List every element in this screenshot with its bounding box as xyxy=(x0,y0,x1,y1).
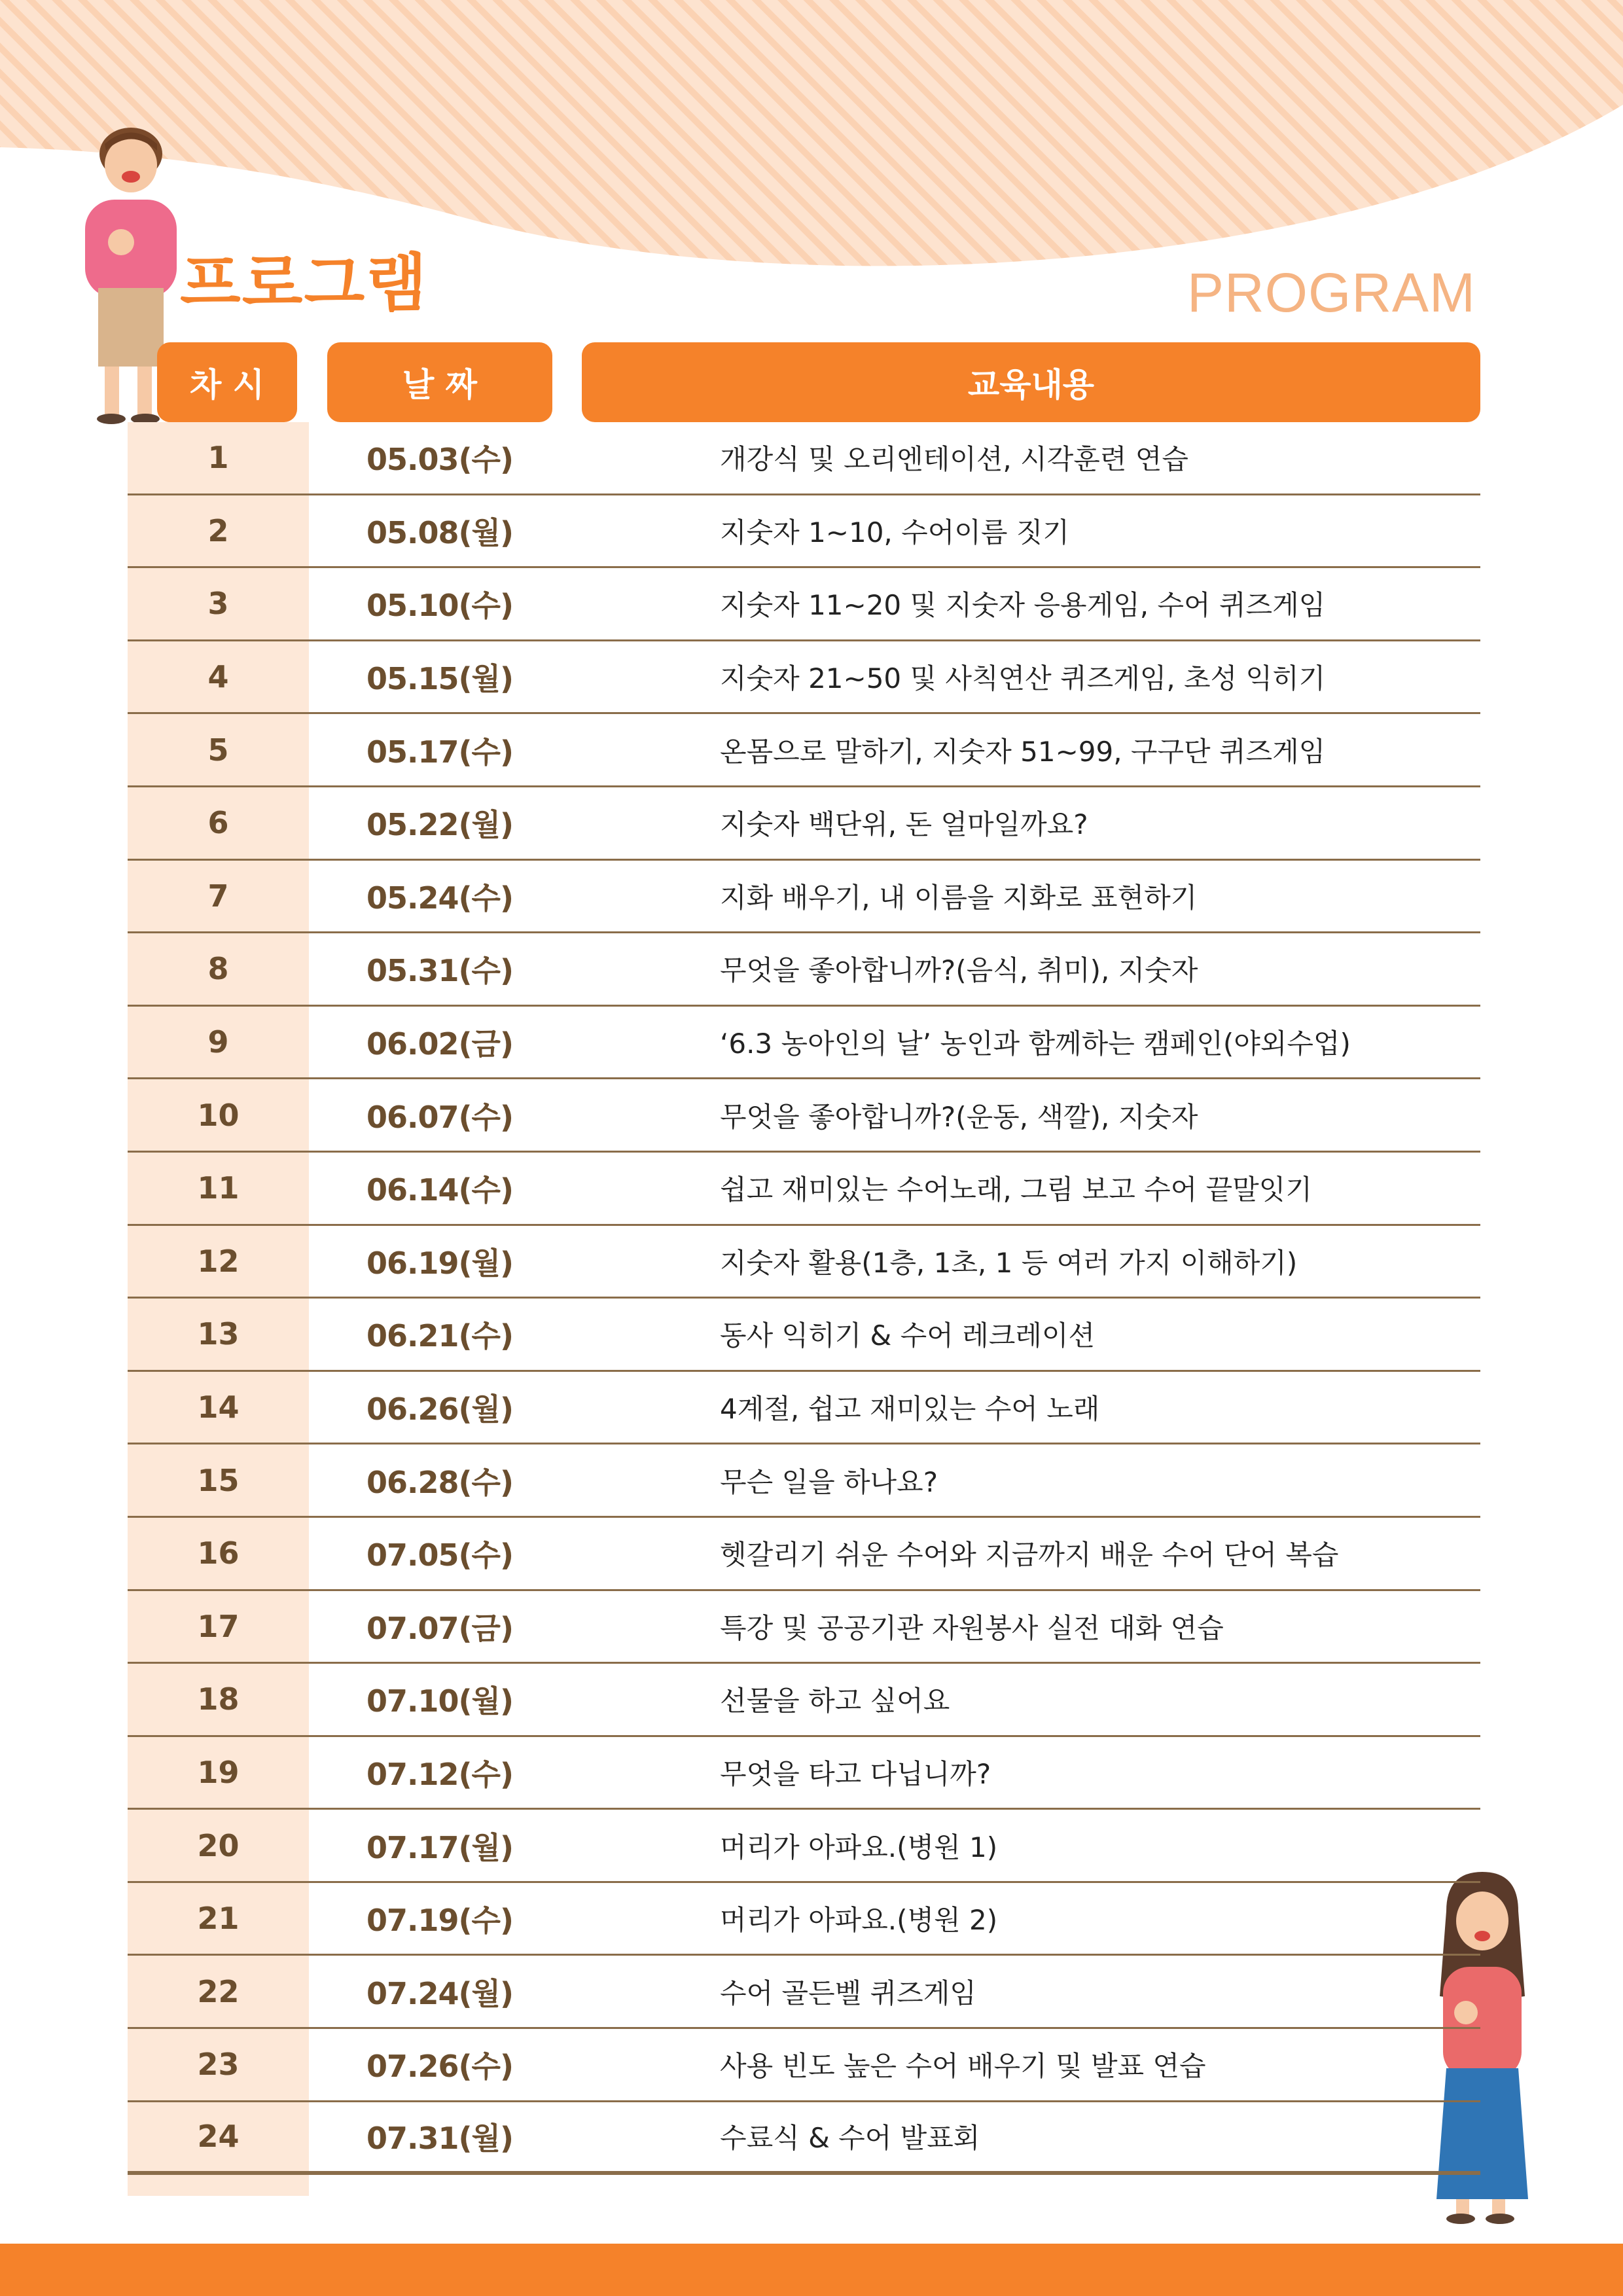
session-date: 07.31(월) xyxy=(366,2121,513,2157)
session-date: 06.07(수) xyxy=(366,1099,513,1135)
session-content: 머리가 아파요.(병원 1) xyxy=(720,1831,998,1863)
bottom-bar xyxy=(0,2244,1623,2296)
session-date: 07.10(월) xyxy=(366,1683,513,1719)
table-row xyxy=(128,1153,1480,1226)
page-title: 프로그램 xyxy=(180,247,428,320)
session-number: 13 xyxy=(197,1316,240,1352)
session-date: 07.19(수) xyxy=(366,1903,513,1939)
session-number: 8 xyxy=(207,951,229,987)
table-row xyxy=(128,787,1480,861)
session-content: 사용 빈도 높은 수어 배우기 및 발표 연습 xyxy=(720,2050,1206,2083)
session-date: 07.12(수) xyxy=(366,1756,513,1792)
table-row xyxy=(128,641,1480,715)
session-date: 07.05(수) xyxy=(366,1537,513,1573)
session-number: 11 xyxy=(197,1170,240,1206)
table-row xyxy=(128,861,1480,934)
session-content: 지숫자 활용(1층, 1초, 1 등 여러 가지 이해하기) xyxy=(720,1246,1298,1279)
session-number: 14 xyxy=(197,1390,240,1426)
session-content: 지숫자 1~10, 수어이름 짓기 xyxy=(720,516,1069,548)
header-content: 교육내용 xyxy=(582,342,1480,422)
table-row xyxy=(128,1810,1480,1883)
session-number: 7 xyxy=(207,878,229,914)
table-row xyxy=(128,422,1480,495)
session-number: 20 xyxy=(197,1827,240,1863)
session-date: 07.26(수) xyxy=(366,2049,513,2085)
session-content: 무슨 일을 하나요? xyxy=(720,1465,938,1498)
session-number: 5 xyxy=(207,732,229,768)
session-number: 3 xyxy=(207,586,229,622)
table-row xyxy=(128,933,1480,1007)
session-content: 개강식 및 오리엔테이션, 시각훈련 연습 xyxy=(720,443,1188,476)
program-table xyxy=(128,422,1480,2175)
session-date: 05.22(월) xyxy=(366,807,513,843)
session-number: 24 xyxy=(197,2119,240,2155)
session-date: 06.14(수) xyxy=(366,1172,513,1208)
session-number: 1 xyxy=(207,440,229,476)
table-row xyxy=(128,1737,1480,1810)
session-date: 05.24(수) xyxy=(366,880,513,916)
session-date: 05.17(수) xyxy=(366,734,513,770)
session-number: 19 xyxy=(197,1754,240,1790)
table-row xyxy=(128,1007,1480,1080)
session-number: 16 xyxy=(197,1535,240,1571)
session-date: 07.07(금) xyxy=(366,1610,513,1646)
session-date: 07.17(월) xyxy=(366,1829,513,1865)
session-content: 헷갈리기 쉬운 수어와 지금까지 배운 수어 단어 복습 xyxy=(720,1539,1339,1571)
session-number: 18 xyxy=(197,1681,240,1717)
table-row xyxy=(128,1518,1480,1591)
header-session: 차 시 xyxy=(157,342,297,422)
session-content: 지화 배우기, 내 이름을 지화로 표현하기 xyxy=(720,881,1198,914)
session-number: 4 xyxy=(207,659,229,695)
session-date: 05.31(수) xyxy=(366,953,513,989)
table-row xyxy=(128,2102,1480,2176)
session-content: 무엇을 좋아합니까?(운동, 색깔), 지숫자 xyxy=(720,1100,1198,1133)
session-content: 동사 익히기 & 수어 레크레이션 xyxy=(720,1319,1096,1352)
session-number: 10 xyxy=(197,1097,240,1133)
session-number: 15 xyxy=(197,1462,240,1498)
table-row xyxy=(128,1591,1480,1664)
table-row xyxy=(128,1664,1480,1737)
table-row xyxy=(128,2029,1480,2102)
session-date: 06.02(금) xyxy=(366,1026,513,1062)
session-content: 수료식 & 수어 발표회 xyxy=(720,2122,980,2155)
session-content: 특강 및 공공기관 자원봉사 실전 대화 연습 xyxy=(720,1611,1224,1644)
table-row xyxy=(128,1079,1480,1153)
session-content: 선물을 하고 싶어요 xyxy=(720,1685,950,1717)
session-date: 05.03(수) xyxy=(366,442,513,478)
session-number: 12 xyxy=(197,1243,240,1279)
session-number: 21 xyxy=(197,1901,240,1937)
session-date: 05.10(수) xyxy=(366,588,513,624)
header-date: 날 짜 xyxy=(327,342,552,422)
session-number: 17 xyxy=(197,1608,240,1644)
session-date: 05.15(월) xyxy=(366,661,513,697)
session-date: 07.24(월) xyxy=(366,1975,513,2011)
session-date: 06.28(수) xyxy=(366,1464,513,1500)
top-wave-decoration xyxy=(0,0,1623,275)
session-date: 06.26(월) xyxy=(366,1391,513,1427)
session-number: 2 xyxy=(207,512,229,548)
session-content: 무엇을 타고 다닙니까? xyxy=(720,1757,991,1790)
session-date: 06.19(월) xyxy=(366,1245,513,1281)
table-row xyxy=(128,714,1480,787)
session-content: 온몸으로 말하기, 지숫자 51~99, 구구단 퀴즈게임 xyxy=(720,735,1326,768)
session-date: 05.08(월) xyxy=(366,514,513,550)
session-content: 지숫자 21~50 및 사칙연산 퀴즈게임, 초성 익히기 xyxy=(720,662,1326,695)
session-content: 수어 골든벨 퀴즈게임 xyxy=(720,1977,976,2009)
session-content: ‘6.3 농아인의 날’ 농인과 함께하는 캠페인(야외수업) xyxy=(720,1028,1351,1060)
table-row xyxy=(128,1956,1480,2029)
table-row xyxy=(128,1372,1480,1445)
table-row xyxy=(128,495,1480,569)
session-number: 23 xyxy=(197,2047,240,2083)
table-row xyxy=(128,568,1480,641)
page-title-english: PROGRAM xyxy=(1186,262,1476,323)
session-number: 6 xyxy=(207,805,229,841)
session-content: 쉽고 재미있는 수어노래, 그림 보고 수어 끝말잇기 xyxy=(720,1174,1312,1206)
session-number: 22 xyxy=(197,1973,240,2009)
session-number: 9 xyxy=(207,1024,229,1060)
table-row xyxy=(128,1226,1480,1299)
table-row xyxy=(128,1299,1480,1372)
table-row xyxy=(128,1883,1480,1956)
session-content: 지숫자 11~20 및 지숫자 응용게임, 수어 퀴즈게임 xyxy=(720,589,1326,622)
session-content: 머리가 아파요.(병원 2) xyxy=(720,1904,998,1937)
session-content: 무엇을 좋아합니까?(음식, 취미), 지숫자 xyxy=(720,954,1198,987)
table-row xyxy=(128,1444,1480,1518)
session-date: 06.21(수) xyxy=(366,1318,513,1354)
session-content: 4계절, 쉽고 재미있는 수어 노래 xyxy=(720,1393,1100,1426)
session-content: 지숫자 백단위, 돈 얼마일까요? xyxy=(720,808,1088,841)
